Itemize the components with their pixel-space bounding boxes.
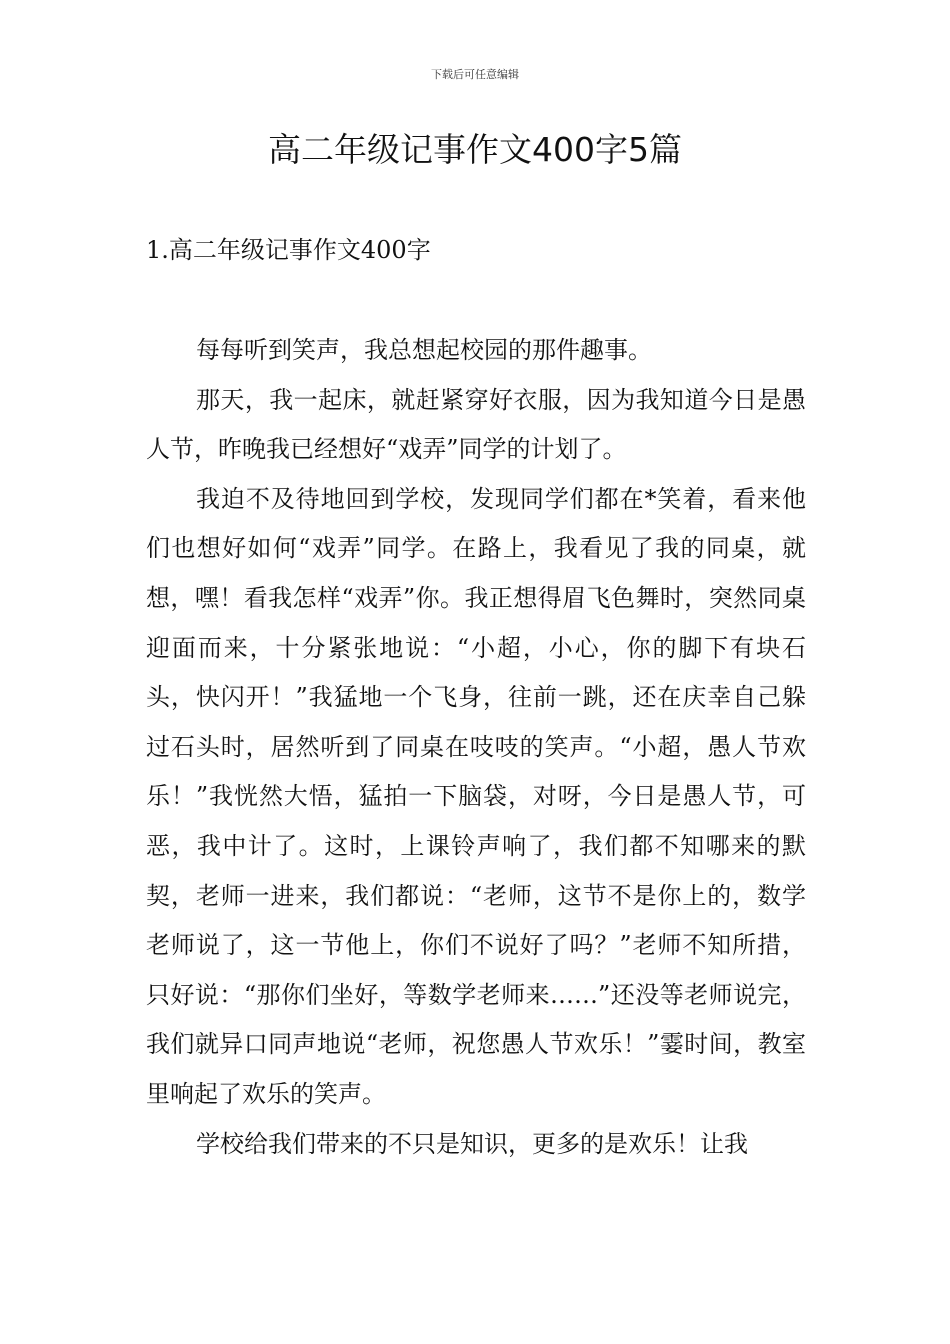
paragraph: 那天，我一起床，就赶紧穿好衣服，因为我知道今日是愚人节，昨晚我已经想好“戏弄”同学的计划了。 bbox=[146, 385, 806, 464]
paragraph: 我迫不及待地回到学校，发现同学们都在*笑着，看来他们也想好如何“戏弄”同学。在路上，我看见了我的同桌，就想，嘿！看我怎样“戏弄”你。我正想得眉飞色舞时，突然同桌迎面而来，十分紧张地说：“小超，小心，你的脚下有块石头，快闪开！”我猛地一个飞身，往前一跳，还在庆幸自己躲过石头时，居然听到了同桌在吱吱的笑声。“小超，愚人节欢乐！”我恍然大悟，猛拍一下脑袋，对呀，今日是愚人节，可恶，我中计了。这时，上课铃声响了，我们都不知哪来的默契，老师一进来，我们都说：“老师，这节不是你上的，数学老师说了，这一节他上，你们不说好了吗？”老师不知所措，只好说：“那你们坐好，等数学老师来……”还没等老师说完，我们就异口同声地说“老师，祝您愚人节欢乐！”霎时间，教室里响起了欢乐的笑声。 bbox=[146, 484, 806, 1108]
section-heading: 1.高二年级记事作文400字 bbox=[146, 236, 431, 264]
document-title: 高二年级记事作文400字5篇 bbox=[268, 130, 682, 169]
paragraph: 学校给我们带来的不只是知识，更多的是欢乐！让我 bbox=[196, 1129, 748, 1158]
header-note: 下载后可任意编辑 bbox=[431, 68, 519, 81]
paragraph: 每每听到笑声，我总想起校园的那件趣事。 bbox=[196, 336, 652, 364]
article-body bbox=[146, 326, 806, 1169]
